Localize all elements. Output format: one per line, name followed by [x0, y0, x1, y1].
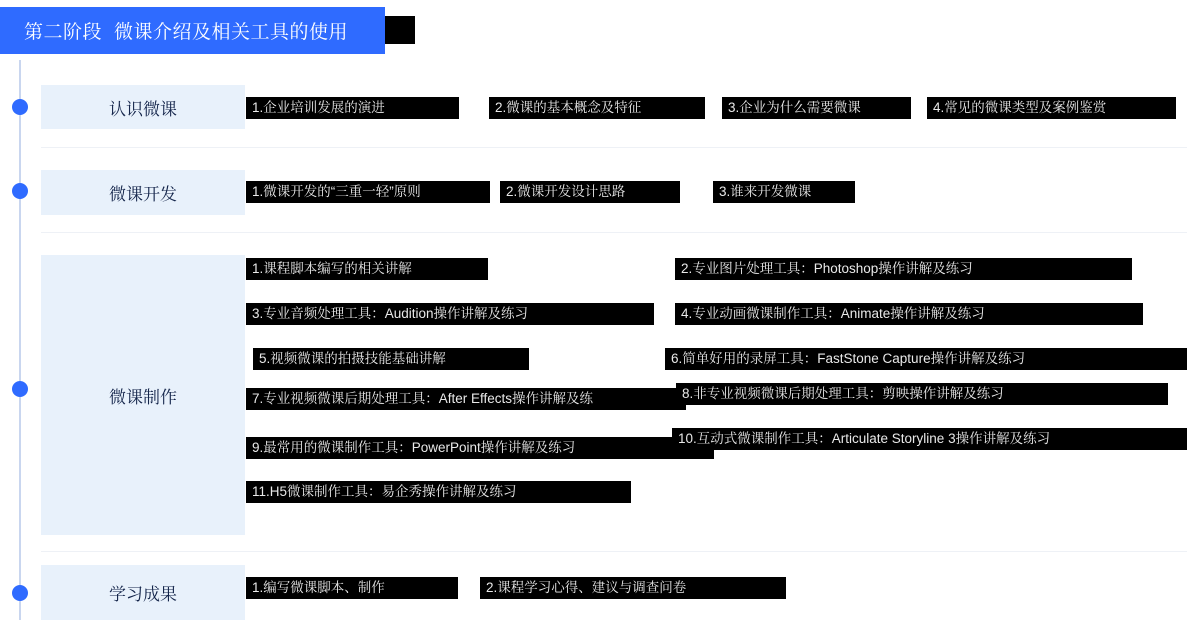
timeline-spine [19, 60, 21, 620]
section-title-outcome: 学习成果 [41, 565, 245, 620]
course-chip[interactable]: 2.课程学习心得、建议与调查问卷 [480, 577, 786, 599]
course-chip[interactable]: 10.互动式微课制作工具：Articulate Storyline 3操作讲解及练习 [672, 428, 1187, 450]
course-chip[interactable]: 2.微课的基本概念及特征 [489, 97, 705, 119]
banner-shadow-block [385, 16, 415, 44]
timeline-dot-recognize [12, 99, 28, 115]
course-chip[interactable]: 3.谁来开发微课 [713, 181, 855, 203]
timeline-dot-development [12, 183, 28, 199]
course-chip[interactable]: 1.微课开发的“三重一轻”原则 [246, 181, 490, 203]
section-divider-3 [41, 551, 1187, 552]
course-chip[interactable]: 4.常见的微课类型及案例鉴赏 [927, 97, 1176, 119]
section-title-recognize: 认识微课 [41, 85, 245, 129]
stage-banner-stage: 第二阶段 [24, 22, 103, 43]
course-chip[interactable]: 9.最常用的微课制作工具：PowerPoint操作讲解及练习 [246, 437, 714, 459]
course-chip[interactable]: 4.专业动画微课制作工具：Animate操作讲解及练习 [675, 303, 1143, 325]
stage-banner [0, 7, 385, 54]
course-chip[interactable]: 3.企业为什么需要微课 [722, 97, 911, 119]
course-chip[interactable]: 3.专业音频处理工具：Audition操作讲解及练习 [246, 303, 654, 325]
course-chip[interactable]: 1.编写微课脚本、制作 [246, 577, 458, 599]
section-production [41, 255, 245, 535]
timeline-dot-production [12, 381, 28, 397]
course-chip[interactable]: 2.微课开发设计思路 [500, 181, 680, 203]
section-outcome [41, 565, 245, 620]
section-title-development: 微课开发 [41, 170, 245, 215]
section-title-production: 微课制作 [41, 255, 245, 535]
course-chip[interactable]: 6.简单好用的录屏工具：FastStone Capture操作讲解及练习 [665, 348, 1187, 370]
course-chip[interactable]: 1.企业培训发展的演进 [246, 97, 459, 119]
course-chip[interactable]: 2.专业图片处理工具：Photoshop操作讲解及练习 [675, 258, 1132, 280]
section-recognize [41, 85, 245, 129]
timeline-dot-outcome [12, 585, 28, 601]
course-chip[interactable]: 7.专业视频微课后期处理工具：After Effects操作讲解及练 [246, 388, 686, 410]
course-chip[interactable]: 11.H5微课制作工具：易企秀操作讲解及练习 [246, 481, 631, 503]
section-development [41, 170, 245, 215]
course-chip[interactable]: 8.非专业视频微课后期处理工具：剪映操作讲解及练习 [676, 383, 1168, 405]
section-divider-2 [41, 232, 1187, 233]
course-chip[interactable]: 5.视频微课的拍摄技能基础讲解 [253, 348, 529, 370]
course-chip[interactable]: 1.课程脚本编写的相关讲解 [246, 258, 488, 280]
stage-banner-title: 微课介绍及相关工具的使用 [114, 22, 349, 43]
section-divider-1 [41, 147, 1187, 148]
